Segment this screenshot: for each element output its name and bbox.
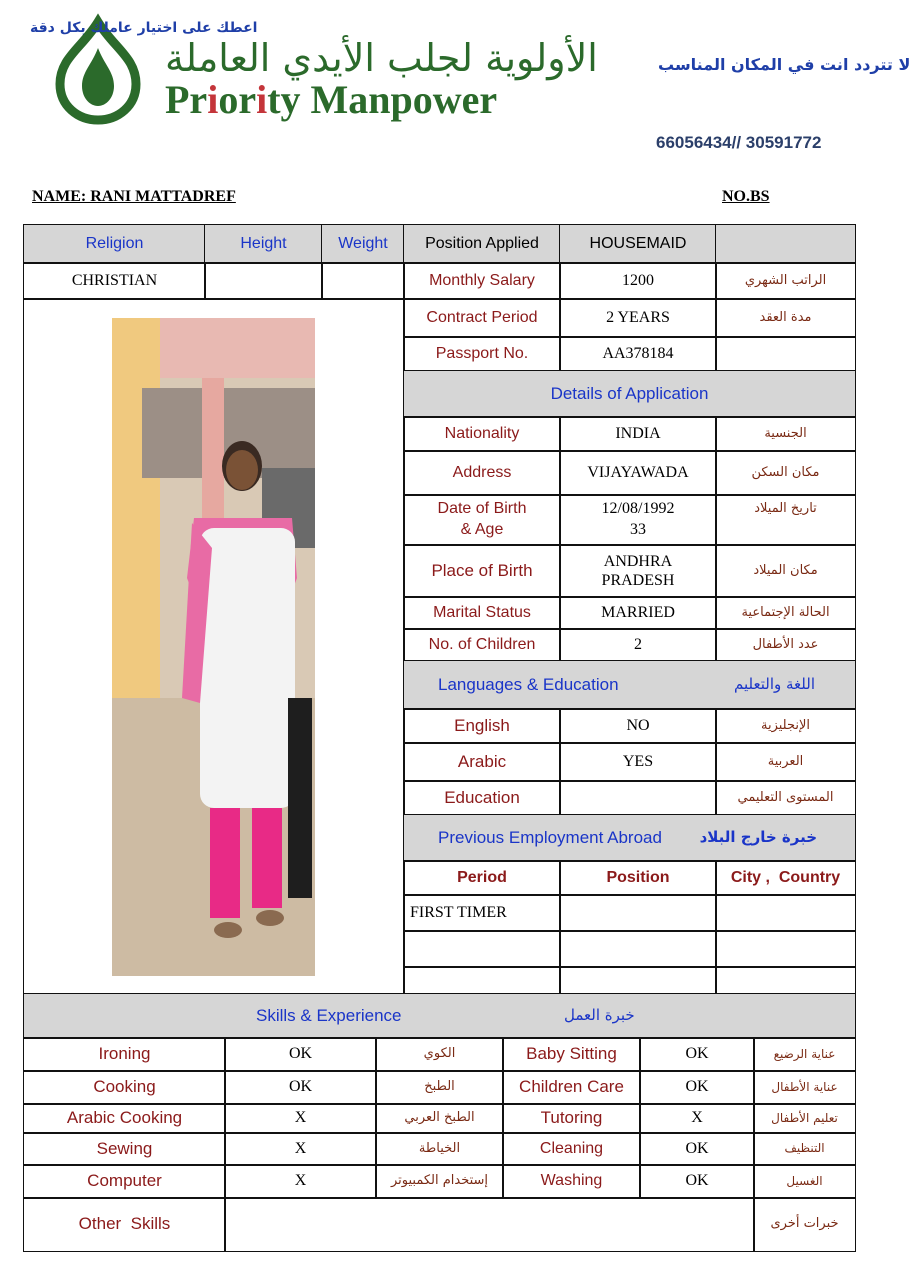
contract-period-ar: مدة العقد bbox=[715, 298, 856, 338]
skill-arabic-cooking-value: X bbox=[224, 1103, 377, 1134]
skill-cooking-ar: الطبخ bbox=[375, 1070, 504, 1105]
place-of-birth-value: ANDHRA PRADESH bbox=[559, 544, 717, 598]
education-ar: المستوى التعليمي bbox=[715, 780, 856, 816]
languages-header bbox=[403, 660, 856, 710]
skill-washing-ar: الغسيل bbox=[753, 1164, 856, 1199]
nationality-ar: الجنسية bbox=[715, 416, 856, 452]
position-ar-cell bbox=[715, 224, 856, 264]
skill-cooking-label: Cooking bbox=[23, 1070, 226, 1105]
skill-children-care-ar: عناية الأطفال bbox=[753, 1070, 856, 1105]
skill-tutoring-ar: تعليم الأطفال bbox=[753, 1103, 856, 1134]
skill-tutoring-label: Tutoring bbox=[502, 1103, 641, 1134]
employment-row-3-period bbox=[403, 966, 561, 995]
weight-value bbox=[321, 262, 405, 300]
arabic-value: YES bbox=[559, 742, 717, 782]
skill-baby-sitting-label: Baby Sitting bbox=[502, 1037, 641, 1072]
skills-header-ar: خبرة العمل bbox=[564, 1006, 635, 1025]
employment-col-position: Position bbox=[559, 860, 717, 896]
candidate-name: NAME: RANI MATTADREF bbox=[32, 188, 236, 205]
height-label: Height bbox=[204, 224, 323, 264]
details-header: Details of Application bbox=[403, 370, 856, 418]
skills-header bbox=[23, 993, 856, 1039]
skill-cooking-value: OK bbox=[224, 1070, 377, 1105]
religion-value: CHRISTIAN bbox=[23, 262, 206, 300]
marital-status-label: Marital Status bbox=[403, 596, 561, 630]
place-of-birth-ar: مكان الميلاد bbox=[715, 544, 856, 598]
contract-period-value: 2 YEARS bbox=[559, 298, 717, 338]
employment-col-country: City , Country bbox=[715, 860, 856, 896]
dob-ar: تاريخ الميلاد bbox=[715, 494, 856, 546]
skill-computer-value: X bbox=[224, 1164, 377, 1199]
phone-numbers: 66056434// 30591772 bbox=[656, 133, 822, 152]
skill-sewing-ar: الخياطة bbox=[375, 1132, 504, 1166]
children-value: 2 bbox=[559, 628, 717, 662]
education-value bbox=[559, 780, 717, 816]
other-skills-ar: خبرات أخرى bbox=[753, 1197, 856, 1252]
height-value bbox=[204, 262, 323, 300]
skill-children-care-label: Children Care bbox=[502, 1070, 641, 1105]
education-label: Education bbox=[403, 780, 561, 816]
skill-cleaning-value: OK bbox=[639, 1132, 755, 1166]
children-label: No. of Children bbox=[403, 628, 561, 662]
other-skills-label: Other Skills bbox=[23, 1197, 226, 1252]
skill-baby-sitting-ar: عناية الرضيع bbox=[753, 1037, 856, 1072]
nationality-label: Nationality bbox=[403, 416, 561, 452]
employment-col-period: Period bbox=[403, 860, 561, 896]
skill-washing-label: Washing bbox=[502, 1164, 641, 1199]
salary-ar: الراتب الشهري bbox=[715, 262, 856, 300]
passport-value: AA378184 bbox=[559, 336, 717, 372]
skill-sewing-label: Sewing bbox=[23, 1132, 226, 1166]
english-value: NO bbox=[559, 708, 717, 744]
languages-header-label: Languages & Education bbox=[438, 674, 619, 694]
skill-tutoring-value: X bbox=[639, 1103, 755, 1134]
skill-children-care-value: OK bbox=[639, 1070, 755, 1105]
weight-label: Weight bbox=[321, 224, 405, 264]
tagline: اعطك على اختيار عاملك بكل دقة bbox=[30, 20, 258, 36]
employment-row-3-position bbox=[559, 966, 717, 995]
nationality-value: INDIA bbox=[559, 416, 717, 452]
employment-row-1-country bbox=[715, 894, 856, 932]
employment-header bbox=[403, 814, 856, 862]
arabic-label: Arabic bbox=[403, 742, 561, 782]
skill-arabic-cooking-ar: الطبخ العربي bbox=[375, 1103, 504, 1134]
languages-header-ar: اللغة والتعليم bbox=[734, 675, 815, 694]
salary-value: 1200 bbox=[559, 262, 717, 300]
skill-ironing-label: Ironing bbox=[23, 1037, 226, 1072]
candidate-photo bbox=[112, 318, 315, 976]
passport-label: Passport No. bbox=[403, 336, 561, 372]
english-ar: الإنجليزية bbox=[715, 708, 856, 744]
skill-arabic-cooking-label: Arabic Cooking bbox=[23, 1103, 226, 1134]
skill-sewing-value: X bbox=[224, 1132, 377, 1166]
employment-header-ar: خبرة خارج البلاد bbox=[699, 828, 817, 847]
dob-label: Date of Birth & Age bbox=[403, 494, 561, 546]
employment-row-2-period bbox=[403, 930, 561, 968]
religion-label: Religion bbox=[23, 224, 206, 264]
skill-ironing-value: OK bbox=[224, 1037, 377, 1072]
english-label: English bbox=[403, 708, 561, 744]
employment-row-3-country bbox=[715, 966, 856, 995]
marital-status-ar: الحالة الإجتماعية bbox=[715, 596, 856, 630]
position-value: HOUSEMAID bbox=[559, 224, 717, 264]
skill-washing-value: OK bbox=[639, 1164, 755, 1199]
logo-english-name: Priority Manpower bbox=[165, 77, 498, 122]
reference-number: NO.BS bbox=[722, 188, 770, 205]
skill-cleaning-label: Cleaning bbox=[502, 1132, 641, 1166]
skill-computer-ar: إستخدام الكمبيوتر bbox=[375, 1164, 504, 1199]
logo-arabic-name: الأولوية لجلب الأيدي العاملة bbox=[165, 36, 598, 80]
other-skills-value bbox=[224, 1197, 755, 1252]
employment-row-2-position bbox=[559, 930, 717, 968]
dob-value: 12/08/1992 33 bbox=[559, 494, 717, 546]
salary-label: Monthly Salary bbox=[403, 262, 561, 300]
skill-baby-sitting-value: OK bbox=[639, 1037, 755, 1072]
employment-header-label: Previous Employment Abroad bbox=[438, 827, 662, 847]
slogan: لا تتردد انت في المكان المناسب bbox=[658, 55, 910, 74]
address-label: Address bbox=[403, 450, 561, 496]
place-of-birth-label: Place of Birth bbox=[403, 544, 561, 598]
skill-ironing-ar: الكوي bbox=[375, 1037, 504, 1072]
contract-period-label: Contract Period bbox=[403, 298, 561, 338]
children-ar: عدد الأطفال bbox=[715, 628, 856, 662]
position-label: Position Applied bbox=[403, 224, 561, 264]
address-ar: مكان السكن bbox=[715, 450, 856, 496]
address-value: VIJAYAWADA bbox=[559, 450, 717, 496]
passport-ar bbox=[715, 336, 856, 372]
marital-status-value: MARRIED bbox=[559, 596, 717, 630]
skill-cleaning-ar: التنظيف bbox=[753, 1132, 856, 1166]
arabic-ar: العربية bbox=[715, 742, 856, 782]
employment-row-1-position bbox=[559, 894, 717, 932]
employment-row-1-period: FIRST TIMER bbox=[403, 894, 561, 932]
skills-header-label: Skills & Experience bbox=[256, 1005, 402, 1025]
employment-row-2-country bbox=[715, 930, 856, 968]
skill-computer-label: Computer bbox=[23, 1164, 226, 1199]
